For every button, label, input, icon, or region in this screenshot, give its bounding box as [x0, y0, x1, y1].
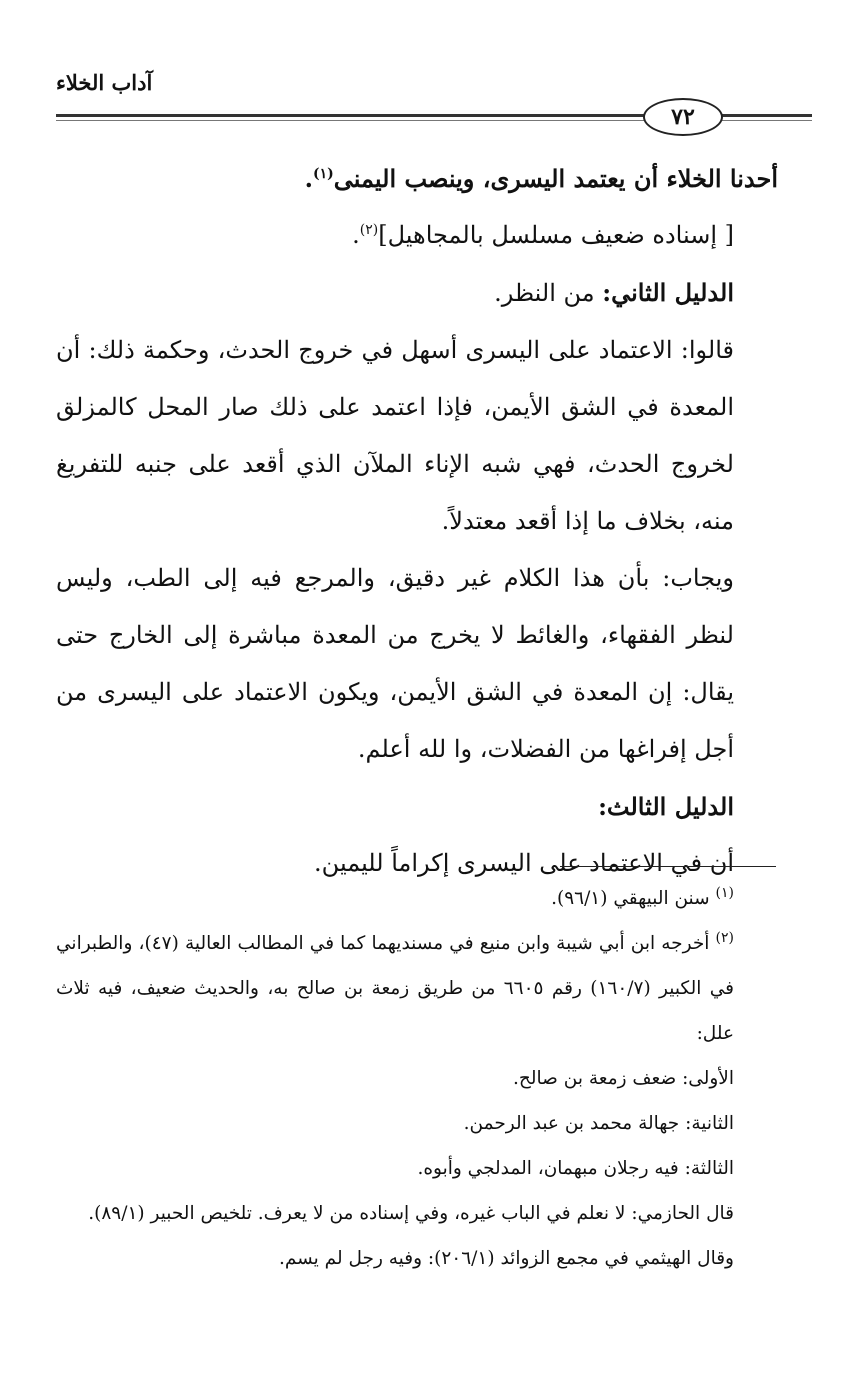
- footnote-ref-1: (١): [313, 166, 334, 182]
- footnote-2-text: أخرجه ابن أبي شيبة وابن منيع في مسنديهما كما في المطالب العالية (٤٧)، والطبراني في الكبير (١٦٠/٧) رقم ٦٦٠٥ من طريق زمعة بن صالح به، والحديث ضعيف، فيه ثلاث علل:: [56, 933, 735, 1044]
- grading-text: [ إسناده ضعيف مسلسل بالمجاهيل]: [378, 221, 734, 249]
- footnote-1-marker: (١): [715, 884, 734, 901]
- footnote-hazimi: قال الحازمي: لا نعلم في الباب غيره، وفي إسناده من لا يعرف. تلخيص الحبير (٨٩/١).: [88, 1203, 734, 1224]
- grading-line: [ إسناده ضعيف مسلسل بالمجاهيل]$^{(٢)}$.: [352, 221, 734, 249]
- footnote-haythami: وقال الهيثمي في مجمع الزوائد (٢٠٦/١): وفيه رجل لم يسم.: [278, 1248, 734, 1269]
- evidence-2-heading: الدليل الثاني:: [602, 278, 734, 307]
- evidence-3-heading: الدليل الثالث:: [598, 792, 734, 821]
- footnote-separator: [560, 866, 776, 867]
- page-number: ٧٢: [643, 98, 723, 136]
- footnote-1-text: سنن البيهقي (٩٦/١).: [551, 888, 716, 909]
- footnote-reason-3: الثالثة: فيه رجلان مبهمان، المدلجي وأبوه.: [417, 1158, 734, 1179]
- footnote-2-marker: (٢): [715, 929, 734, 946]
- footnote-1: [56, 876, 778, 921]
- paragraph-argument: قالوا: الاعتماد على اليسرى أسهل في خروج الحدث، وحكمة ذلك: أن المعدة في الشق الأيمن، فإذا اعتمد على ذلك صار المحل كالمزلق لخروج الحدث، فهي شبه الإناء الملآن الذي أقعد على جنبه للتفريغ منه، بخلاف ما إذا أقعد معتدلاً.: [56, 336, 734, 535]
- hadith-text: أحدنا الخلاء أن يعتمد اليسرى، وينصب اليمنى: [333, 164, 778, 193]
- footnote-ref-2: (٢): [359, 222, 379, 238]
- running-title: آداب الخلاء: [56, 70, 153, 95]
- evidence-2-text: من النظر.: [494, 279, 603, 307]
- hadith-line: أحدنا الخلاء أن يعتمد اليسرى، وينصب اليمنى$^{(١)}$.: [304, 164, 778, 193]
- evidence-3-text: أن في الاعتماد على اليسرى إكراماً لليمين.: [314, 849, 734, 877]
- main-text: [56, 150, 778, 892]
- footnote-2: [56, 921, 778, 1056]
- footnote-reason-2: الثانية: جهالة محمد بن عبد الرحمن.: [463, 1113, 734, 1134]
- evidence-2: [56, 264, 778, 322]
- footnotes: [56, 876, 778, 1281]
- footnote-reason-1: الأولى: ضعف زمعة بن صالح.: [513, 1068, 734, 1089]
- paragraph-response: ويجاب: بأن هذا الكلام غير دقيق، والمرجع فيه إلى الطب، وليس لنظر الفقهاء، والغائط لا يخرج من المعدة مباشرة إلى الخارج حتى يقال: إن المعدة في الشق الأيمن، ويكون الاعتماد على اليسرى من أجل إفراغها من الفضلات، وا لله أعلم.: [56, 564, 735, 763]
